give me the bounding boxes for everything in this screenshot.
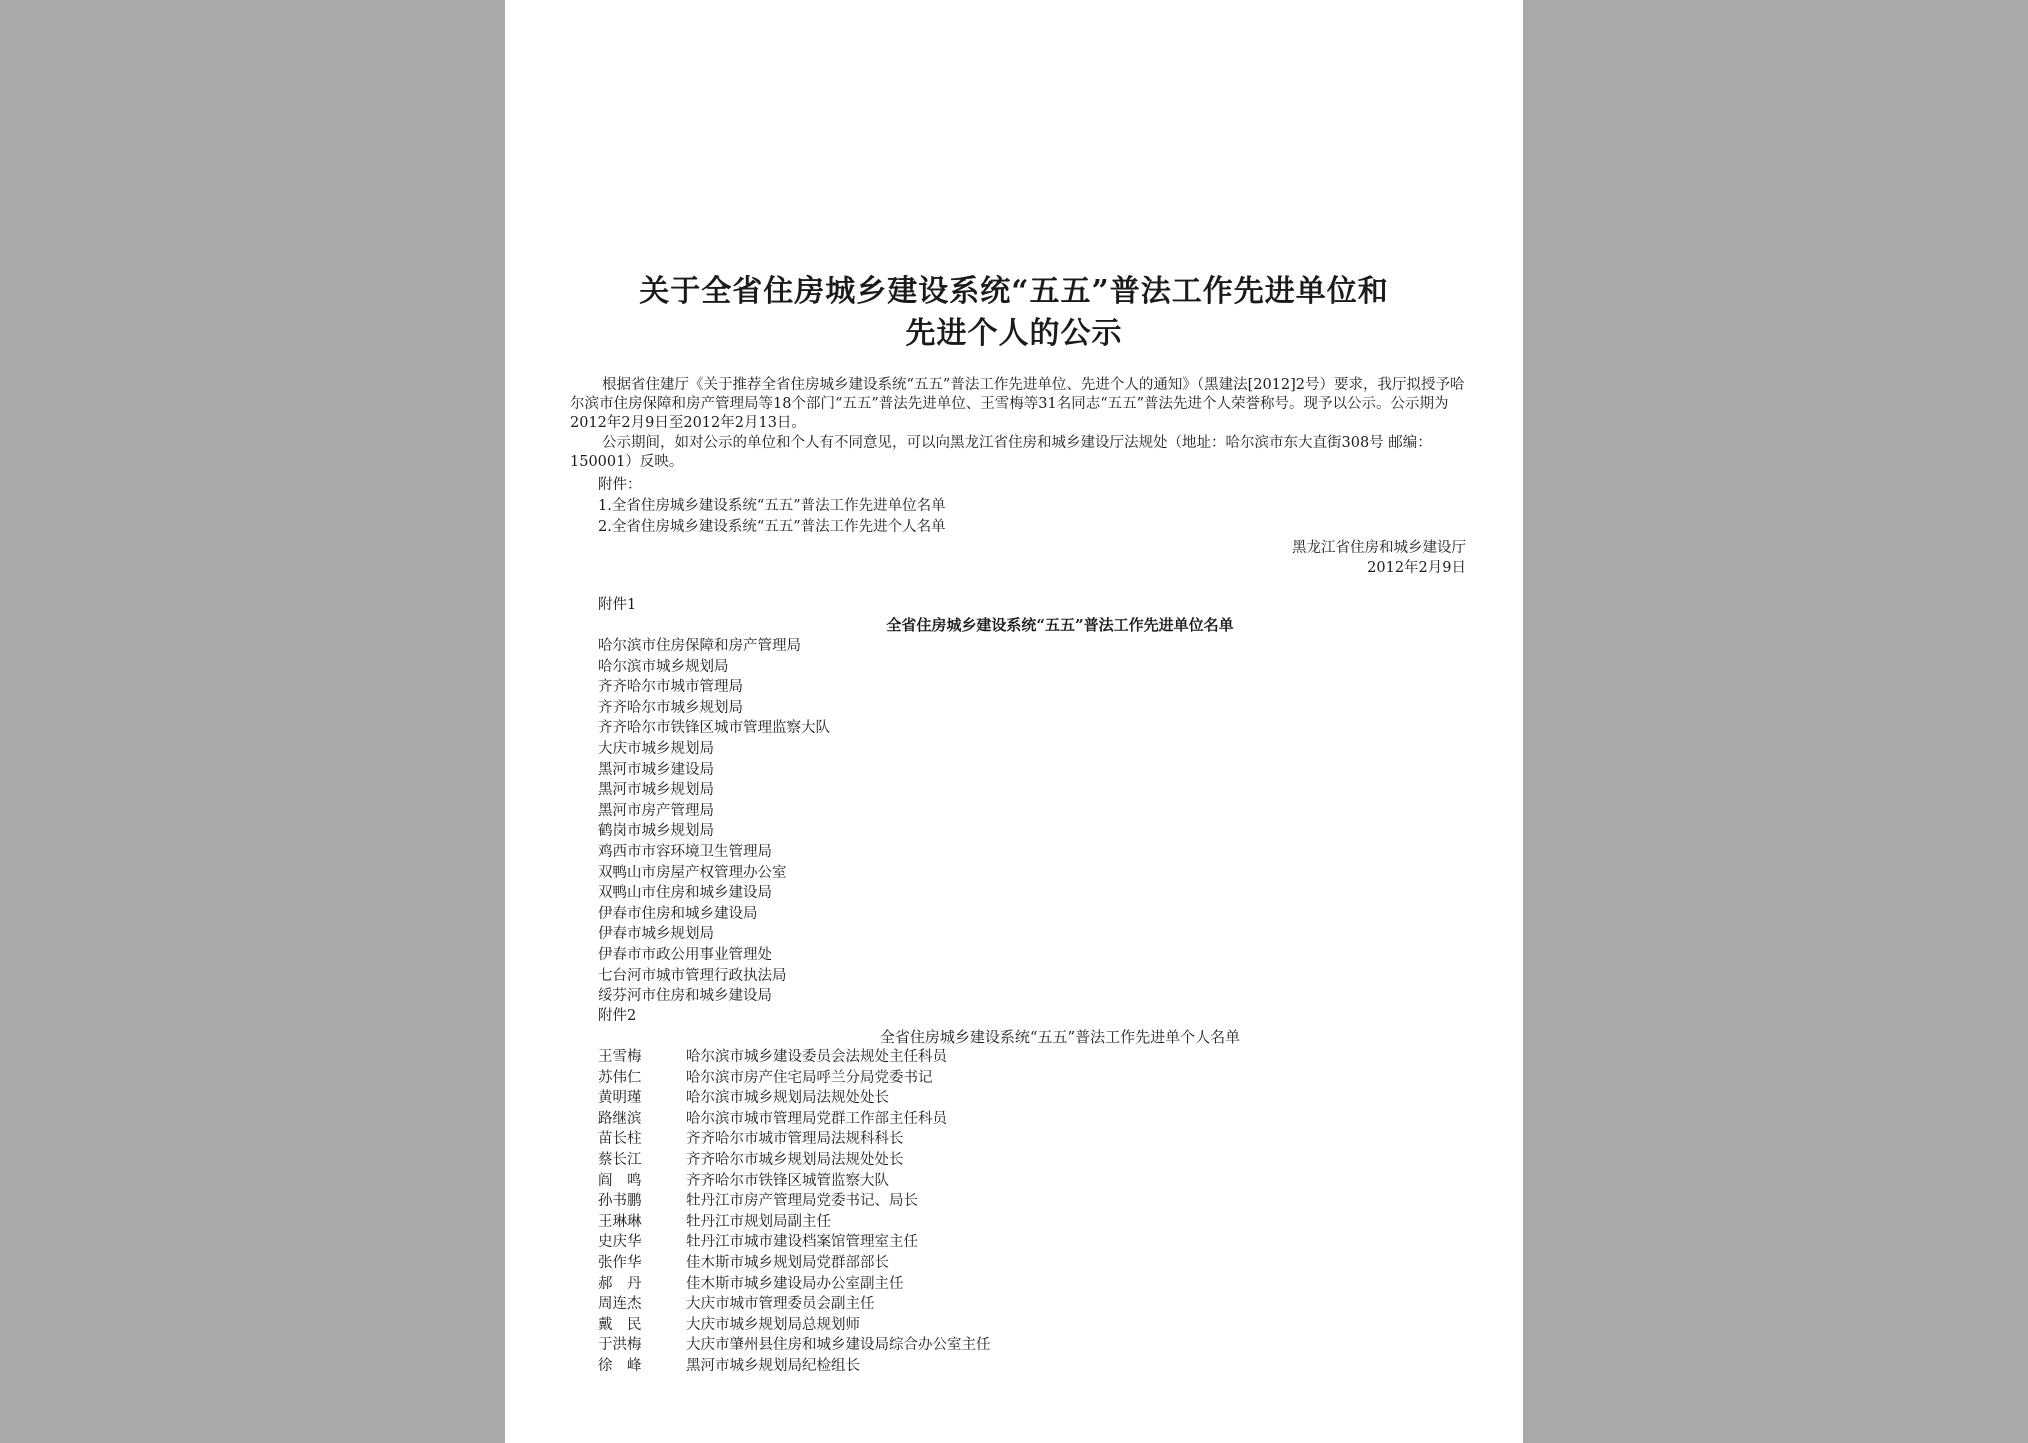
person-role: 哈尔滨市城乡规划局法规处处长 xyxy=(686,1090,889,1107)
person-role: 牡丹江市房产管理局党委书记、局长 xyxy=(686,1193,918,1210)
person-row xyxy=(598,1129,991,1150)
unit-item: 鸡西市市容环境卫生管理局 xyxy=(598,843,772,860)
person-name: 苏伟仁 xyxy=(598,1069,642,1086)
person-row xyxy=(598,1356,991,1377)
person-row xyxy=(598,1109,991,1130)
issuer: 黑龙江省住房和城乡建设厅 xyxy=(1292,540,1466,556)
person-name: 徐 峰 xyxy=(598,1357,642,1374)
person-name: 郝 丹 xyxy=(598,1275,642,1292)
person-name: 路继滨 xyxy=(598,1110,642,1127)
person-name: 黄明瑾 xyxy=(598,1090,642,1107)
person-name: 张作华 xyxy=(598,1254,642,1271)
person-row xyxy=(598,1150,991,1171)
person-role: 牡丹江市城市建设档案馆管理室主任 xyxy=(686,1234,918,1251)
document-page xyxy=(505,0,1523,1443)
unit-item: 哈尔滨市住房保障和房产管理局 xyxy=(598,638,801,654)
unit-item: 绥芬河市住房和城乡建设局 xyxy=(598,988,772,1005)
person-row xyxy=(598,1232,991,1253)
paragraph-2: 公示期间，如对公示的单位和个人有不同意见，可以向黑龙江省住房和城乡建设厅法规处（地址：哈尔滨市东大直街308号 邮编：150001）反映。 xyxy=(570,435,1432,470)
unit-item: 伊春市住房和城乡建设局 xyxy=(598,905,758,922)
unit-list xyxy=(598,636,830,1007)
unit-item: 伊春市城乡规划局 xyxy=(598,926,714,943)
person-name: 孙书鹏 xyxy=(598,1193,642,1210)
person-row xyxy=(598,1294,991,1315)
person-name: 王琳琳 xyxy=(598,1213,642,1230)
person-row xyxy=(598,1253,991,1274)
person-name: 蔡长江 xyxy=(598,1151,642,1168)
document-title-line1: 关于全省住房城乡建设系统“五五”普法工作先进单位和 xyxy=(639,274,1389,309)
person-role: 齐齐哈尔市城乡规划局法规处处长 xyxy=(686,1151,904,1168)
person-name: 王雪梅 xyxy=(598,1049,642,1065)
annex1-label: 附件1 xyxy=(598,597,637,613)
person-role: 哈尔滨市房产住宅局呼兰分局党委书记 xyxy=(686,1069,933,1086)
person-row xyxy=(598,1171,991,1192)
unit-item: 双鸭山市房屋产权管理办公室 xyxy=(598,864,787,881)
unit-item: 哈尔滨市城乡规划局 xyxy=(598,658,729,675)
person-role: 大庆市城市管理委员会副主任 xyxy=(686,1296,875,1313)
unit-item: 黑河市城乡规划局 xyxy=(598,782,714,799)
person-name: 阎 鸣 xyxy=(598,1172,642,1189)
person-row xyxy=(598,1047,991,1068)
unit-item: 黑河市房产管理局 xyxy=(598,802,714,819)
person-row xyxy=(598,1088,991,1109)
attachments-label: 附件： xyxy=(598,477,642,493)
person-row xyxy=(598,1274,991,1295)
person-role: 齐齐哈尔市城市管理局法规科科长 xyxy=(686,1131,904,1148)
person-role: 牡丹江市规划局副主任 xyxy=(686,1213,831,1230)
unit-item: 齐齐哈尔市城乡规划局 xyxy=(598,699,743,716)
person-role: 齐齐哈尔市铁锋区城管监察大队 xyxy=(686,1172,889,1189)
person-row xyxy=(598,1315,991,1336)
annex1-title: 全省住房城乡建设系统“五五”普法工作先进单位名单 xyxy=(886,616,1234,634)
unit-item: 七台河市城市管理行政执法局 xyxy=(598,967,787,984)
person-list xyxy=(598,1047,991,1377)
document-title-line2: 先进个人的公示 xyxy=(905,316,1123,351)
person-name: 戴 民 xyxy=(598,1316,642,1333)
unit-item: 鹤岗市城乡规划局 xyxy=(598,823,714,840)
unit-item: 齐齐哈尔市铁锋区城市管理监察大队 xyxy=(598,720,830,737)
annex2-label: 附件2 xyxy=(598,1008,637,1024)
person-role: 哈尔滨市城市管理局党群工作部主任科员 xyxy=(686,1110,947,1127)
person-row xyxy=(598,1068,991,1089)
issue-date: 2012年2月9日 xyxy=(1367,560,1466,576)
person-role: 佳木斯市城乡规划局党群部部长 xyxy=(686,1254,889,1271)
unit-item: 双鸭山市住房和城乡建设局 xyxy=(598,885,772,902)
person-row xyxy=(598,1191,991,1212)
person-role: 佳木斯市城乡建设局办公室副主任 xyxy=(686,1275,904,1292)
unit-item: 大庆市城乡规划局 xyxy=(598,740,714,757)
person-role: 黑河市城乡规划局纪检组长 xyxy=(686,1357,860,1374)
person-name: 周连杰 xyxy=(598,1296,642,1313)
person-row xyxy=(598,1212,991,1233)
attachment-1: 1.全省住房城乡建设系统“五五”普法工作先进单位名单 xyxy=(598,498,946,514)
person-role: 大庆市城乡规划局总规划师 xyxy=(686,1316,860,1333)
person-role: 哈尔滨市城乡建设委员会法规处主任科员 xyxy=(686,1049,947,1065)
person-role: 大庆市肇州县住房和城乡建设局综合办公室主任 xyxy=(686,1337,991,1354)
person-name: 史庆华 xyxy=(598,1234,642,1251)
paragraph-1: 根据省住建厅《关于推荐全省住房城乡建设系统“五五”普法工作先进单位、先进个人的通知》（黑建法[2012]2号）要求，我厅拟授予哈尔滨市住房保障和房产管理局等18个部门“五五”普法先进单位、王雪梅等31名同志“五五”普法先进个人荣誉称号。现予以公示。公示期为2012年2月9日至2012年2月13日。 xyxy=(570,377,1465,431)
unit-item: 黑河市城乡建设局 xyxy=(598,761,714,778)
person-row xyxy=(598,1335,991,1356)
unit-item: 齐齐哈尔市城市管理局 xyxy=(598,679,743,696)
unit-item: 伊春市市政公用事业管理处 xyxy=(598,946,772,963)
attachment-2: 2.全省住房城乡建设系统“五五”普法工作先进个人名单 xyxy=(598,519,946,535)
annex2-title: 全省住房城乡建设系统“五五”普法工作先进单个人名单 xyxy=(879,1028,1241,1046)
person-name: 于洪梅 xyxy=(598,1337,642,1354)
person-name: 苗长柱 xyxy=(598,1131,642,1148)
